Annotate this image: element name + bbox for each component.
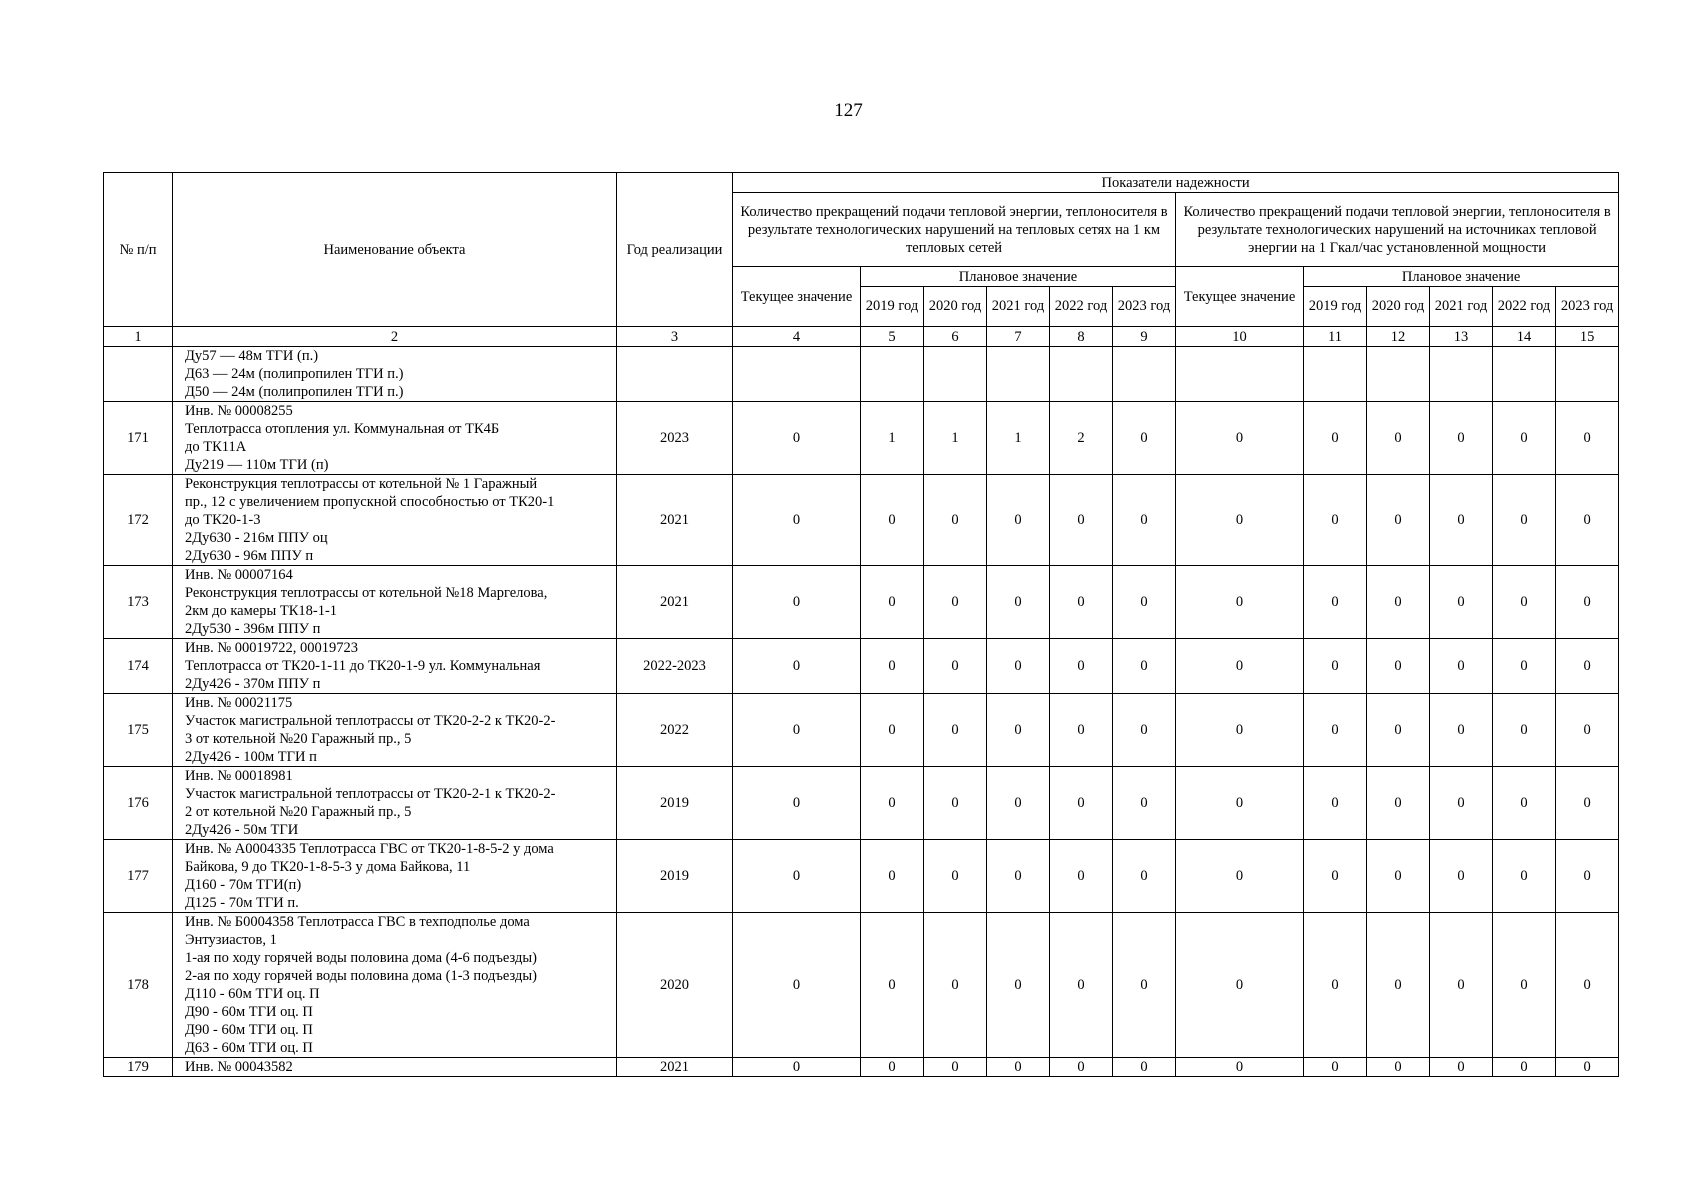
header-year-cell: 2022 год [1050, 287, 1113, 327]
object-name-line: Энтузиастов, 1 [185, 932, 277, 948]
object-name-line: Д50 — 24м (полипропилен ТГИ п.) [185, 384, 404, 400]
indicator-value: 0 [1050, 639, 1113, 694]
indicator-value: 0 [987, 840, 1050, 913]
implementation-year: 2021 [617, 566, 733, 639]
header-year-cell: 2023 год [1556, 287, 1619, 327]
indicator-value: 0 [924, 694, 987, 767]
indicator-value [733, 347, 861, 402]
indicator-value: 0 [1176, 639, 1304, 694]
indicator-value: 0 [1367, 566, 1430, 639]
object-name-line: Реконструкция теплотрассы от котельной №18 Маргелова, [185, 585, 548, 601]
indicator-value: 0 [1176, 913, 1304, 1058]
indicator-value: 0 [1493, 1058, 1556, 1077]
header-current-2: Текущее значение [1176, 267, 1304, 327]
indicator-value: 0 [1367, 639, 1430, 694]
indicator-value [1176, 347, 1304, 402]
reliability-table [103, 172, 1619, 1077]
indicator-value: 0 [1304, 767, 1367, 840]
row-number: 171 [104, 402, 173, 475]
row-number: 179 [104, 1058, 173, 1077]
indicator-value [924, 347, 987, 402]
indicator-value: 0 [1430, 475, 1493, 566]
indicator-value: 0 [1176, 840, 1304, 913]
object-name-line: Инв. № 00021175 [185, 695, 293, 711]
row-number: 174 [104, 639, 173, 694]
header-year-cell: 2019 год [861, 287, 924, 327]
indicator-value [1556, 347, 1619, 402]
column-number: 9 [1113, 327, 1176, 347]
indicator-value: 0 [1493, 913, 1556, 1058]
indicator-value: 0 [1493, 566, 1556, 639]
column-number: 10 [1176, 327, 1304, 347]
column-number: 12 [1367, 327, 1430, 347]
row-number: 176 [104, 767, 173, 840]
indicator-value: 0 [1176, 402, 1304, 475]
indicator-value: 0 [861, 566, 924, 639]
object-name [173, 913, 617, 1058]
column-number: 8 [1050, 327, 1113, 347]
indicator-value: 0 [1304, 1058, 1367, 1077]
object-name-line: 2Ду426 - 50м ТГИ [185, 822, 299, 838]
indicator-value: 0 [1493, 694, 1556, 767]
indicator-value: 0 [1176, 475, 1304, 566]
indicator-value: 0 [1050, 1058, 1113, 1077]
indicator-value [1430, 347, 1493, 402]
indicator-value: 0 [1050, 475, 1113, 566]
object-name-line: Инв. № А0004335 Теплотрасса ГВС от ТК20-1-8-5-2 у дома [185, 841, 554, 857]
object-name-line: 2км до камеры ТК18-1-1 [185, 603, 338, 619]
indicator-value: 0 [1556, 475, 1619, 566]
indicator-value: 0 [1050, 767, 1113, 840]
column-number: 14 [1493, 327, 1556, 347]
object-name-line: Участок магистральной теплотрассы от ТК20-2-2 к ТК20-2- [185, 713, 556, 729]
indicator-value: 0 [987, 694, 1050, 767]
column-number: 3 [617, 327, 733, 347]
header-planned-2: Плановое значение [1304, 267, 1619, 287]
object-name [173, 1058, 617, 1077]
row-number: 172 [104, 475, 173, 566]
object-name-line: Инв. № 00008255 [185, 403, 293, 419]
indicator-value: 0 [1430, 639, 1493, 694]
implementation-year: 2022-2023 [617, 639, 733, 694]
indicator-value: 0 [1430, 913, 1493, 1058]
indicator-value: 0 [924, 767, 987, 840]
object-name-line: Инв. № Б0004358 Теплотрасса ГВС в техподполье дома [185, 914, 530, 930]
indicator-value: 0 [1050, 566, 1113, 639]
object-name-line: Д125 - 70м ТГИ п. [185, 895, 299, 911]
indicator-value: 0 [1556, 1058, 1619, 1077]
object-name-line: до ТК20-1-3 [185, 512, 261, 528]
indicator-value: 0 [1556, 913, 1619, 1058]
object-name-line: Инв. № 00019722, 00019723 [185, 640, 359, 656]
indicator-value: 0 [1304, 639, 1367, 694]
indicator-value: 0 [1304, 840, 1367, 913]
table-row [104, 402, 1619, 475]
header-group-networks: Количество прекращений подачи тепловой энергии, теплоносителя в результате технологических нарушений на тепловых сетях на 1 км тепловых сетей [733, 193, 1176, 267]
header-current-1: Текущее значение [733, 267, 861, 327]
indicator-value: 0 [1113, 694, 1176, 767]
indicator-value: 0 [733, 475, 861, 566]
indicator-value: 0 [733, 639, 861, 694]
implementation-year: 2019 [617, 767, 733, 840]
indicator-value: 0 [924, 639, 987, 694]
column-number: 4 [733, 327, 861, 347]
object-name-line: Д63 - 60м ТГИ оц. П [185, 1040, 313, 1056]
indicator-value: 0 [987, 1058, 1050, 1077]
object-name-line: 2Ду630 - 96м ППУ п [185, 548, 314, 564]
indicator-value: 0 [924, 1058, 987, 1077]
indicator-value: 0 [733, 694, 861, 767]
object-name-line: Д110 - 60м ТГИ оц. П [185, 986, 320, 1002]
indicator-value: 0 [1113, 402, 1176, 475]
indicator-value: 1 [924, 402, 987, 475]
implementation-year: 2021 [617, 1058, 733, 1077]
indicator-value [1304, 347, 1367, 402]
indicator-value: 0 [1176, 767, 1304, 840]
column-number: 5 [861, 327, 924, 347]
object-name [173, 475, 617, 566]
indicator-value: 0 [733, 1058, 861, 1077]
indicator-value: 0 [1113, 639, 1176, 694]
indicator-value: 0 [924, 913, 987, 1058]
object-name-line: 2 от котельной №20 Гаражный пр., 5 [185, 804, 412, 820]
implementation-year [617, 347, 733, 402]
table-row [104, 913, 1619, 1058]
indicator-value: 0 [1556, 566, 1619, 639]
object-name-line: Инв. № 00018981 [185, 768, 293, 784]
implementation-year: 2020 [617, 913, 733, 1058]
column-number: 15 [1556, 327, 1619, 347]
indicator-value: 0 [1430, 767, 1493, 840]
object-name-line: Байкова, 9 до ТК20-1-8-5-3 у дома Байкова, 11 [185, 859, 471, 875]
object-name-line: Д90 - 60м ТГИ оц. П [185, 1004, 313, 1020]
indicator-value [1050, 347, 1113, 402]
object-name-line: Реконструкция теплотрассы от котельной № 1 Гаражный [185, 476, 538, 492]
header-year-cell: 2021 год [1430, 287, 1493, 327]
indicator-value: 0 [1367, 402, 1430, 475]
indicator-value: 0 [1050, 913, 1113, 1058]
table-row [104, 694, 1619, 767]
indicator-value: 0 [733, 566, 861, 639]
column-number: 7 [987, 327, 1050, 347]
header-group-sources: Количество прекращений подачи тепловой энергии, теплоносителя в результате технологических нарушений на источниках тепловой энергии на 1 Гкал/час установленной мощности [1176, 193, 1619, 267]
table-row [104, 475, 1619, 566]
indicator-value: 0 [733, 913, 861, 1058]
indicator-value: 0 [1304, 475, 1367, 566]
indicator-value: 0 [1050, 840, 1113, 913]
indicator-value: 0 [1556, 639, 1619, 694]
indicator-value: 0 [1430, 1058, 1493, 1077]
header-name: Наименование объекта [173, 173, 617, 327]
row-number: 177 [104, 840, 173, 913]
table-row [104, 1058, 1619, 1077]
object-name [173, 694, 617, 767]
indicator-value: 0 [1176, 694, 1304, 767]
object-name [173, 840, 617, 913]
indicator-value [1367, 347, 1430, 402]
object-name-line: пр., 12 с увеличением пропускной способностью от ТК20-1 [185, 494, 555, 510]
indicator-value: 0 [861, 639, 924, 694]
row-number: 175 [104, 694, 173, 767]
column-number: 1 [104, 327, 173, 347]
header-year: Год реализации [617, 173, 733, 327]
object-name-line: Теплотрасса отопления ул. Коммунальная от ТК4Б [185, 421, 500, 437]
implementation-year: 2022 [617, 694, 733, 767]
indicator-value: 0 [861, 840, 924, 913]
indicator-value: 0 [1113, 1058, 1176, 1077]
object-name-line: 2Ду426 - 100м ТГИ п [185, 749, 317, 765]
object-name-line: Д90 - 60м ТГИ оц. П [185, 1022, 313, 1038]
header-year-cell: 2020 год [924, 287, 987, 327]
object-name [173, 566, 617, 639]
object-name-line: до ТК11А [185, 439, 247, 455]
indicator-value: 1 [861, 402, 924, 475]
column-number: 2 [173, 327, 617, 347]
implementation-year: 2019 [617, 840, 733, 913]
indicator-value: 0 [1176, 566, 1304, 639]
object-name-line: 3 от котельной №20 Гаражный пр., 5 [185, 731, 412, 747]
indicator-value: 0 [733, 402, 861, 475]
page-number: 127 [834, 100, 863, 121]
indicator-value: 0 [861, 694, 924, 767]
indicator-value: 0 [861, 475, 924, 566]
indicator-value: 0 [1050, 694, 1113, 767]
indicator-value: 0 [1113, 767, 1176, 840]
header-planned-1: Плановое значение [861, 267, 1176, 287]
indicator-value: 0 [987, 913, 1050, 1058]
indicator-value: 0 [1493, 639, 1556, 694]
indicator-value [1113, 347, 1176, 402]
object-name-line: Инв. № 00043582 [185, 1059, 293, 1075]
indicator-value: 0 [987, 475, 1050, 566]
indicator-value [861, 347, 924, 402]
indicator-value: 0 [1556, 840, 1619, 913]
indicator-value: 0 [1493, 840, 1556, 913]
indicator-value: 0 [1367, 1058, 1430, 1077]
header-year-cell: 2020 год [1367, 287, 1430, 327]
indicator-value: 0 [1113, 566, 1176, 639]
object-name-line: Д63 — 24м (полипропилен ТГИ п.) [185, 366, 404, 382]
header-year-cell: 2019 год [1304, 287, 1367, 327]
indicator-value: 0 [1113, 913, 1176, 1058]
object-name [173, 639, 617, 694]
indicator-value: 0 [987, 566, 1050, 639]
indicator-value: 0 [1493, 402, 1556, 475]
header-reliability: Показатели надежности [733, 173, 1619, 193]
indicator-value: 0 [861, 1058, 924, 1077]
indicator-value: 0 [924, 840, 987, 913]
indicator-value: 0 [861, 913, 924, 1058]
table-row [104, 767, 1619, 840]
indicator-value: 0 [1430, 840, 1493, 913]
indicator-value: 0 [1493, 475, 1556, 566]
indicator-value: 0 [1367, 767, 1430, 840]
implementation-year: 2023 [617, 402, 733, 475]
indicator-value [987, 347, 1050, 402]
object-name-line: Инв. № 00007164 [185, 567, 293, 583]
indicator-value: 0 [924, 475, 987, 566]
column-number: 6 [924, 327, 987, 347]
table-row [104, 639, 1619, 694]
object-name-line: 1-ая по ходу горячей воды половина дома (4-6 подъезды) [185, 950, 537, 966]
header-year-cell: 2022 год [1493, 287, 1556, 327]
indicator-value: 0 [733, 840, 861, 913]
header-year-cell: 2023 год [1113, 287, 1176, 327]
indicator-value: 0 [924, 566, 987, 639]
indicator-value: 0 [1430, 566, 1493, 639]
object-name-line: Теплотрасса от ТК20-1-11 до ТК20-1-9 ул. Коммунальная [185, 658, 541, 674]
indicator-value: 2 [1050, 402, 1113, 475]
indicator-value: 0 [1113, 840, 1176, 913]
implementation-year: 2021 [617, 475, 733, 566]
indicator-value: 0 [1367, 840, 1430, 913]
indicator-value: 0 [1304, 566, 1367, 639]
indicator-value: 1 [987, 402, 1050, 475]
indicator-value: 0 [1367, 913, 1430, 1058]
column-number: 11 [1304, 327, 1367, 347]
indicator-value: 0 [733, 767, 861, 840]
indicator-value: 0 [1367, 694, 1430, 767]
row-number: 173 [104, 566, 173, 639]
object-name-line: 2Ду426 - 370м ППУ п [185, 676, 321, 692]
object-name [173, 347, 617, 402]
object-name-line: Д160 - 70м ТГИ(п) [185, 877, 302, 893]
table-row [104, 347, 1619, 402]
object-name-line: 2-ая по ходу горячей воды половина дома (1-3 подъезды) [185, 968, 537, 984]
object-name [173, 767, 617, 840]
column-number: 13 [1430, 327, 1493, 347]
indicator-value [1493, 347, 1556, 402]
indicator-value: 0 [1430, 402, 1493, 475]
table-row [104, 566, 1619, 639]
object-name-line: Участок магистральной теплотрассы от ТК20-2-1 к ТК20-2- [185, 786, 556, 802]
indicator-value: 0 [987, 639, 1050, 694]
indicator-value: 0 [1304, 402, 1367, 475]
indicator-value: 0 [1556, 402, 1619, 475]
indicator-value: 0 [1556, 694, 1619, 767]
row-number [104, 347, 173, 402]
indicator-value: 0 [861, 767, 924, 840]
header-year-cell: 2021 год [987, 287, 1050, 327]
indicator-value: 0 [987, 767, 1050, 840]
object-name-line: 2Ду630 - 216м ППУ оц [185, 530, 328, 546]
table-row [104, 840, 1619, 913]
indicator-value: 0 [1304, 694, 1367, 767]
indicator-value: 0 [1430, 694, 1493, 767]
object-name-line: Ду57 — 48м ТГИ (п.) [185, 348, 319, 364]
object-name-line: Ду219 — 110м ТГИ (п) [185, 457, 329, 473]
object-name [173, 402, 617, 475]
indicator-value: 0 [1176, 1058, 1304, 1077]
object-name-line: 2Ду530 - 396м ППУ п [185, 621, 321, 637]
indicator-value: 0 [1304, 913, 1367, 1058]
header-no: № п/п [104, 173, 173, 327]
row-number: 178 [104, 913, 173, 1058]
indicator-value: 0 [1556, 767, 1619, 840]
indicator-value: 0 [1493, 767, 1556, 840]
indicator-value: 0 [1367, 475, 1430, 566]
indicator-value: 0 [1113, 475, 1176, 566]
